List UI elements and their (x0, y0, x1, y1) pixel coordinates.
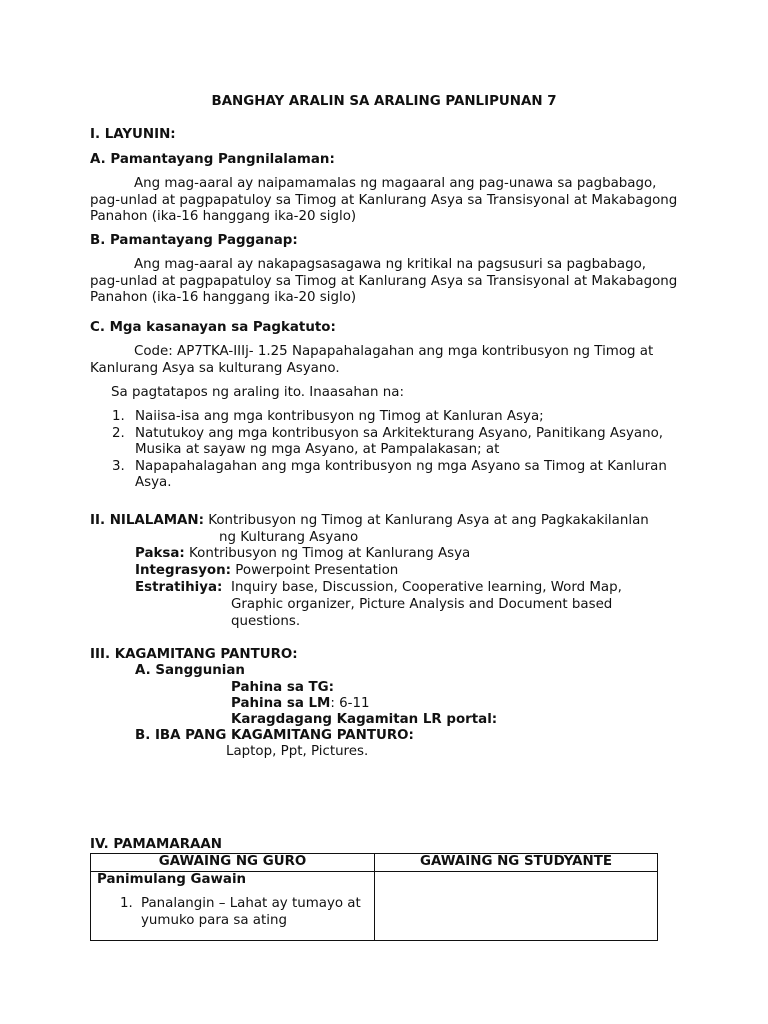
integrasyon-value: Powerpoint Presentation (235, 563, 399, 578)
objective-text: Natutukoy ang mga kontribusyon sa Arkitekturang Asyano, Panitikang Asyano, Musika at sayaw ng mga Asyano, at Pampalakasan; at (135, 425, 664, 457)
learning-code-text: Code: AP7TKA-IIIj- 1.25 Napapahalagahan ang mga kontribusyon ng Timog at Kanlurang Asya sa kulturang Asyano. (90, 344, 654, 376)
estratihiya-line-1: Inquiry base, Discussion, Cooperative learning, Word Map, (231, 580, 622, 595)
section-3-heading: III. KAGAMITANG PANTURO: (90, 647, 298, 662)
integrasyon-line (135, 563, 398, 580)
content-line-1: Kontribusyon ng Timog at Kanlurang Asya at ang Pagkakakilanlan (208, 513, 649, 528)
objective-number: 2. (112, 425, 125, 441)
section-1b-paragraph (90, 257, 680, 307)
section-1c-paragraph (90, 344, 680, 377)
activity-item (97, 896, 368, 929)
integrasyon-label: Integrasyon: (135, 563, 232, 578)
section-1-heading: I. LAYUNIN: (90, 127, 176, 142)
tg-label: Pahina sa TG: (231, 680, 334, 695)
column-header-guro: GAWAING NG GURO (91, 854, 375, 872)
iba-pang-kagamitan-heading: B. IBA PANG KAGAMITANG PANTURO: (135, 728, 414, 743)
estratihiya-label: Estratihiya: (135, 580, 223, 595)
lm-label: Pahina sa LM (231, 696, 331, 711)
activity-line-1: Panalangin – Lahat ay tumayo at (141, 896, 361, 911)
materials-list: Laptop, Ppt, Pictures. (226, 744, 369, 759)
table-row (91, 871, 658, 940)
activity-number: 1. (120, 896, 133, 911)
lr-portal-label: Karagdagang Kagamitan LR portal: (231, 712, 498, 727)
document-title: BANGHAY ARALIN SA ARALING PANLIPUNAN 7 (211, 94, 557, 109)
studyante-cell (375, 871, 658, 940)
objective-item (90, 426, 670, 459)
activity-line-2: yumuko para sa ating (141, 912, 287, 928)
guro-cell (91, 871, 375, 940)
estratihiya-line-2: Graphic organizer, Picture Analysis and Document based (231, 597, 613, 612)
objective-number: 1. (112, 409, 125, 424)
lm-value: : 6-11 (330, 696, 370, 711)
section-4-heading: IV. PAMAMARAAN (90, 837, 222, 852)
table-header-row (91, 854, 658, 872)
paksa-line (135, 546, 470, 563)
section-1a-text: Ang mag-aaral ay naipamamalas ng magaaral ang pag-unawa sa pagbabago, pag-unlad at pagpapatuloy sa Timog at Kanlurang Asya sa Transisyonal at Makabagong Panahon (ika-16 hanggang ika-20 siglo) (90, 176, 678, 224)
section-1c-heading: C. Mga kasanayan sa Pagkatuto: (90, 320, 336, 335)
objective-text: Naiisa-isa ang mga kontribusyon ng Timog at Kanluran Asya; (135, 409, 544, 424)
paksa-label: Paksa: (135, 546, 185, 561)
paksa-value: Kontribusyon ng Timog at Kanlurang Asya (189, 546, 471, 561)
objective-text: Napapahalagahan ang mga kontribusyon ng mga Asyano sa Timog at Kanluran Asya. (135, 458, 667, 490)
objective-number: 3. (112, 458, 125, 474)
activity-list (97, 896, 368, 929)
content-line-2: ng Kulturang Asyano (219, 530, 359, 545)
objectives-list (90, 409, 670, 492)
section-1b-heading: B. Pamantayang Pagganap: (90, 233, 298, 248)
objectives-intro: Sa pagtatapos ng araling ito. Inaasahan na: (111, 385, 404, 400)
section-1b-text: Ang mag-aaral ay nakapagsasagawa ng kritikal na pagsusuri sa pagbabago, pag-unlad at pagpapatuloy sa Timog at Kanlurang Asya sa Transisyonal at Makabagong Panahon (ika-16 hanggang ika-20 siglo) (90, 257, 678, 305)
section-2-heading: II. NILALAMAN: (90, 513, 204, 528)
estratihiya-line-3: questions. (231, 614, 301, 629)
sanggunian-heading: A. Sanggunian (135, 663, 245, 678)
section-2-line (90, 513, 649, 530)
lm-line (231, 696, 370, 713)
panimulang-gawain-heading: Panimulang Gawain (97, 871, 247, 887)
objective-item (90, 409, 670, 426)
section-1a-heading: A. Pamantayang Pangnilalaman: (90, 152, 335, 167)
column-header-studyante: GAWAING NG STUDYANTE (375, 854, 658, 872)
procedure-table (90, 853, 658, 941)
objective-item (90, 459, 670, 492)
section-1a-paragraph (90, 176, 680, 226)
